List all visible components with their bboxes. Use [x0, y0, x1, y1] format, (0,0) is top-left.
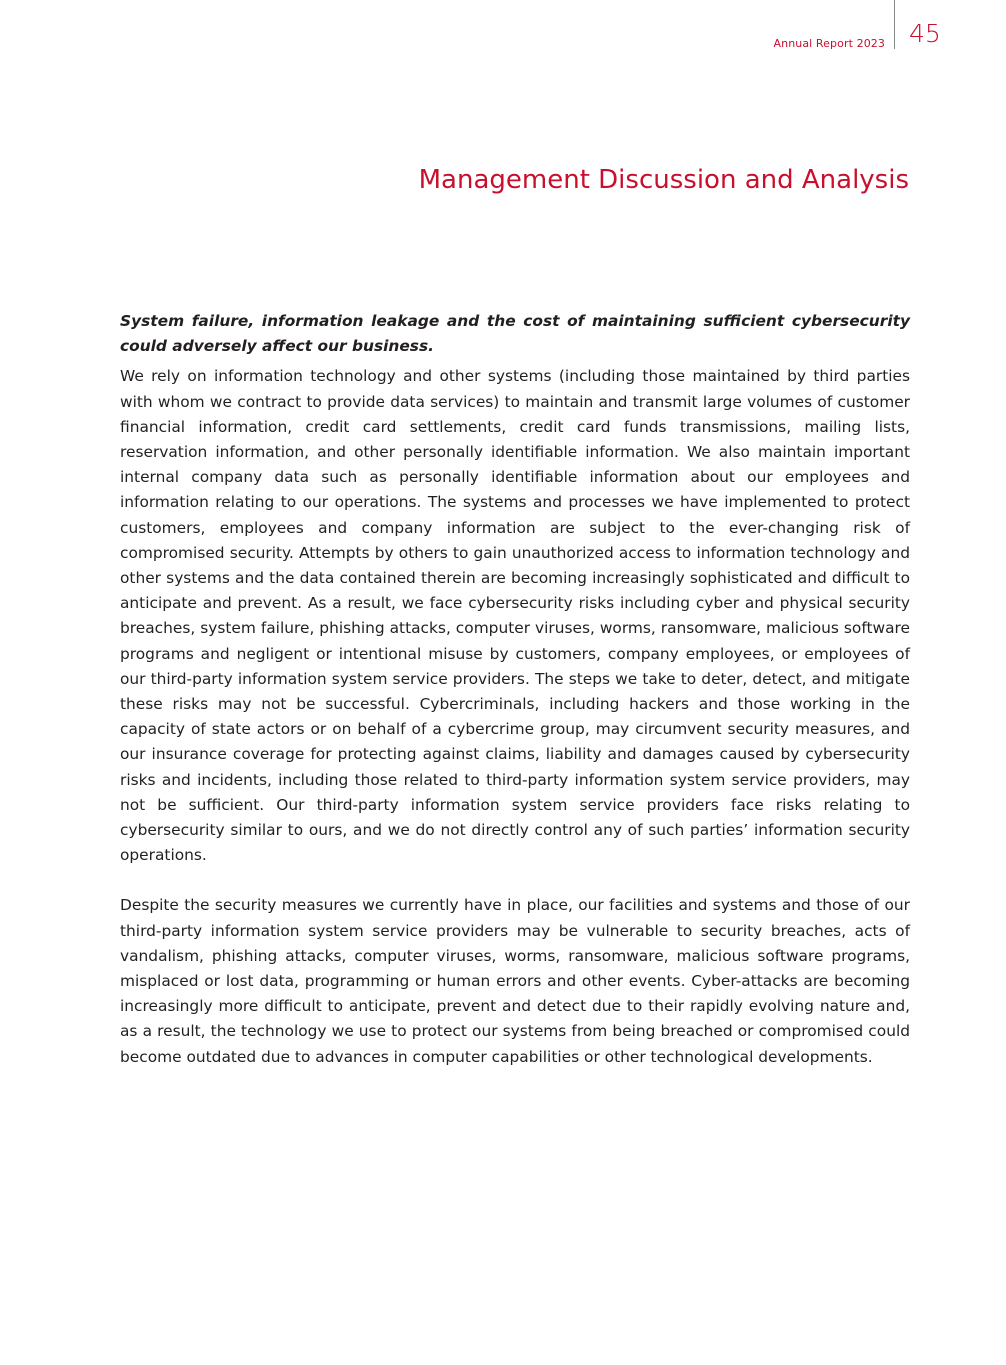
risk-heading: System failure, information leakage and the cost of maintaining sufficient cybersecurity could adversely affect our business.: [120, 312, 910, 356]
section-title: Management Discussion and Analysis: [418, 165, 909, 195]
page-number: 45: [909, 19, 941, 48]
paragraph-2: Despite the security measures we currently have in place, our facilities and systems and those of our third-party information system service providers may be vulnerable to security breaches, acts of vandalism, phishing attacks, computer viruses, worms, ransomware, malicious software programs, misplaced or lost data, programming or human errors and other events. Cyber-attacks are becoming increasingly more difficult to anticipate, prevent and detect due to their rapidly evolving nature and, as a result, the technology we use to protect our systems from being breached or compromised could become outdated due to advances in computer capabilities or other technological developments.: [120, 896, 910, 1066]
header-divider: [894, 0, 895, 49]
content-body: [120, 309, 910, 1070]
paragraph-1: We rely on information technology and other systems (including those maintained by third parties with whom we contract to provide data services) to maintain and transmit large volumes of customer financial information, credit card settlements, credit card funds transmissions, mailing lists, reservation information, and other personally identifiable information. We also maintain important internal company data such as personally identifiable information about our employees and information relating to our operations. The systems and processes we have implemented to protect customers, employees and company information are subject to the ever-changing risk of compromised security. Attempts by others to gain unauthorized access to information technology and other systems and the data contained therein are becoming increasingly sophisticated and difficult to anticipate and prevent. As a result, we face cybersecurity risks including cyber and physical security breaches, system failure, phishing attacks, computer viruses, worms, ransomware, malicious software programs and negligent or intentional misuse by customers, company employees, or employees of our third-party information system service providers. The steps we take to deter, detect, and mitigate these risks may not be successful. Cybercriminals, including hackers and those working in the capacity of state actors or on behalf of a cybercrime group, may circumvent security measures, and our insurance coverage for protecting against claims, liability and damages caused by cybersecurity risks and incidents, including those related to third-party information system service providers, may not be sufficient. Our third-party information system service providers face risks relating to cybersecurity similar to ours, and we do not directly control any of such parties’ information security operations.: [120, 367, 910, 865]
report-label: Annual Report 2023: [773, 37, 885, 50]
